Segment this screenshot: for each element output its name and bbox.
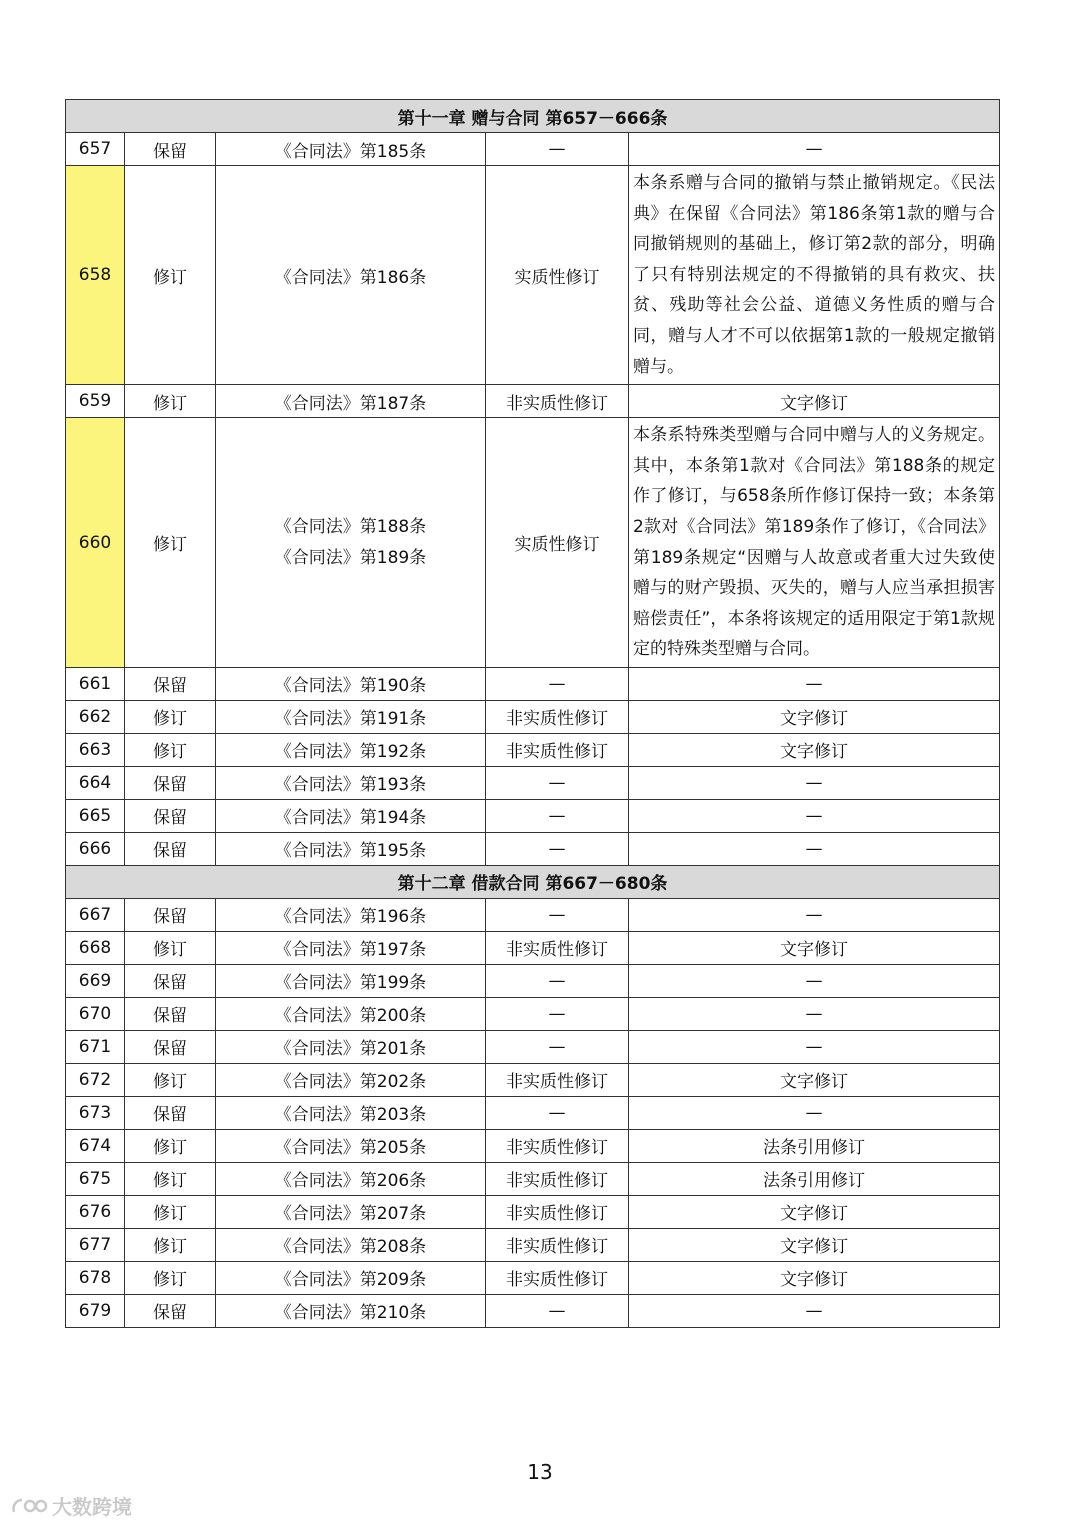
source-cell — [216, 385, 486, 418]
article-number: 663 — [66, 733, 125, 766]
table-row — [66, 964, 1000, 997]
note-cell: — — [629, 133, 1000, 166]
note-cell: 文字修订 — [629, 1195, 1000, 1228]
source-cell — [216, 733, 486, 766]
article-number: 657 — [66, 133, 125, 166]
source-cell — [216, 1063, 486, 1096]
chapter-header-row — [66, 865, 1000, 898]
status-cell: 修订 — [125, 1162, 216, 1195]
revision-type-cell: — — [486, 964, 629, 997]
source-reference: 《合同法》第200条 — [274, 1006, 427, 1027]
note-cell: 法条引用修订 — [629, 1162, 1000, 1195]
table-row — [66, 799, 1000, 832]
article-number: 674 — [66, 1129, 125, 1162]
source-reference: 《合同法》第210条 — [274, 1303, 427, 1324]
table-row — [66, 898, 1000, 931]
revision-type-cell: 实质性修订 — [486, 166, 629, 385]
status-cell: 保留 — [125, 1096, 216, 1129]
revision-type-cell: — — [486, 766, 629, 799]
source-cell — [216, 1030, 486, 1063]
source-cell — [216, 766, 486, 799]
table-row — [66, 1096, 1000, 1129]
watermark — [10, 1491, 132, 1520]
chapter-header-row — [66, 100, 1000, 133]
revision-type-cell: 非实质性修订 — [486, 1228, 629, 1261]
table-row — [66, 931, 1000, 964]
note-cell: 本条系特殊类型赠与合同中赠与人的义务规定。其中，本条第1款对《合同法》第188条的规定作了修订，与658条所作修订保持一致；本条第2款对《合同法》第189条作了修订，《合同法》第189条规定“因赠与人故意或者重大过失致使赠与的财产毁损、灭失的，赠与人应当承担损害赔偿责任”，本条将该规定的适用限定于第1款规定的特殊类型赠与合同。 — [629, 418, 1000, 668]
article-number: 677 — [66, 1228, 125, 1261]
status-cell: 修订 — [125, 1195, 216, 1228]
status-cell: 修订 — [125, 418, 216, 668]
status-cell: 保留 — [125, 766, 216, 799]
status-cell: 保留 — [125, 964, 216, 997]
status-cell: 保留 — [125, 832, 216, 865]
note-cell: 法条引用修订 — [629, 1129, 1000, 1162]
revision-type-cell: 非实质性修订 — [486, 700, 629, 733]
source-cell — [216, 166, 486, 385]
article-number: 665 — [66, 799, 125, 832]
revision-type-cell: — — [486, 898, 629, 931]
source-reference: 《合同法》第206条 — [274, 1171, 427, 1192]
revision-type-cell: — — [486, 1294, 629, 1327]
status-cell: 修订 — [125, 931, 216, 964]
source-reference: 《合同法》第191条 — [274, 709, 427, 730]
source-cell — [216, 1228, 486, 1261]
revision-type-cell: 非实质性修订 — [486, 385, 629, 418]
article-number: 658 — [66, 166, 125, 385]
status-cell: 修订 — [125, 166, 216, 385]
table-row — [66, 733, 1000, 766]
note-cell: 文字修订 — [629, 733, 1000, 766]
source-reference: 《合同法》第207条 — [274, 1204, 427, 1225]
page-number: 13 — [527, 1460, 553, 1484]
source-reference: 《合同法》第202条 — [274, 1072, 427, 1093]
note-cell: 文字修订 — [629, 1228, 1000, 1261]
source-reference: 《合同法》第187条 — [274, 393, 427, 414]
status-cell: 修订 — [125, 700, 216, 733]
status-cell: 修订 — [125, 385, 216, 418]
source-cell — [216, 1096, 486, 1129]
article-number: 673 — [66, 1096, 125, 1129]
source-reference: 《合同法》第195条 — [274, 841, 427, 862]
table-row — [66, 700, 1000, 733]
status-cell: 保留 — [125, 133, 216, 166]
status-cell: 修订 — [125, 733, 216, 766]
source-cell — [216, 667, 486, 700]
revision-type-cell: 非实质性修订 — [486, 733, 629, 766]
table-row — [66, 766, 1000, 799]
note-cell: 文字修订 — [629, 931, 1000, 964]
article-number: 670 — [66, 997, 125, 1030]
note-cell: — — [629, 1030, 1000, 1063]
status-cell: 保留 — [125, 997, 216, 1030]
revision-type-cell: — — [486, 667, 629, 700]
article-number: 667 — [66, 898, 125, 931]
note-cell: 文字修订 — [629, 700, 1000, 733]
source-cell — [216, 931, 486, 964]
note-cell: — — [629, 799, 1000, 832]
revision-type-cell: — — [486, 1030, 629, 1063]
source-reference: 《合同法》第201条 — [274, 1039, 427, 1060]
source-cell — [216, 1129, 486, 1162]
revision-type-cell: 非实质性修订 — [486, 1162, 629, 1195]
source-reference: 《合同法》第186条 — [274, 267, 427, 288]
note-cell: 本条系赠与合同的撤销与禁止撤销规定。《民法典》在保留《合同法》第186条第1款的赠与合同撤销规则的基础上，修订第2款的部分，明确了只有特别法规定的不得撤销的具有救灾、扶贫、残助等社会公益、道德义务性质的赠与合同，赠与人才不可以依据第1款的一般规定撤销赠与。 — [629, 166, 1000, 385]
table-row — [66, 1129, 1000, 1162]
source-reference: 《合同法》第189条 — [274, 547, 427, 568]
source-reference: 《合同法》第188条 — [274, 516, 427, 537]
chapter-title: 第十一章 赠与合同 第657－666条 — [66, 100, 1000, 133]
table-row — [66, 1162, 1000, 1195]
revision-type-cell: 非实质性修订 — [486, 1063, 629, 1096]
revision-type-cell: 实质性修订 — [486, 418, 629, 668]
source-cell — [216, 799, 486, 832]
source-reference: 《合同法》第203条 — [274, 1105, 427, 1126]
note-cell: — — [629, 832, 1000, 865]
source-cell — [216, 898, 486, 931]
table-row — [66, 997, 1000, 1030]
source-reference: 《合同法》第209条 — [274, 1270, 427, 1291]
article-number: 675 — [66, 1162, 125, 1195]
note-cell: — — [629, 898, 1000, 931]
status-cell: 保留 — [125, 1030, 216, 1063]
note-cell: 文字修订 — [629, 1063, 1000, 1096]
source-reference: 《合同法》第185条 — [274, 141, 427, 162]
revision-type-cell: — — [486, 799, 629, 832]
article-number: 660 — [66, 418, 125, 668]
article-number: 679 — [66, 1294, 125, 1327]
article-number: 672 — [66, 1063, 125, 1096]
revision-type-cell: 非实质性修订 — [486, 1195, 629, 1228]
source-reference: 《合同法》第196条 — [274, 907, 427, 928]
status-cell: 保留 — [125, 898, 216, 931]
revision-type-cell: 非实质性修订 — [486, 931, 629, 964]
chapter-title: 第十二章 借款合同 第667－680条 — [66, 865, 1000, 898]
source-cell — [216, 133, 486, 166]
table-row — [66, 1063, 1000, 1096]
table-row — [66, 385, 1000, 418]
article-number: 666 — [66, 832, 125, 865]
source-reference: 《合同法》第193条 — [274, 775, 427, 796]
note-cell: — — [629, 964, 1000, 997]
note-cell: — — [629, 667, 1000, 700]
source-reference: 《合同法》第194条 — [274, 808, 427, 829]
source-cell — [216, 1261, 486, 1294]
article-number: 669 — [66, 964, 125, 997]
status-cell: 修订 — [125, 1228, 216, 1261]
table-row — [66, 418, 1000, 668]
article-number: 662 — [66, 700, 125, 733]
table-row — [66, 1294, 1000, 1327]
article-number: 676 — [66, 1195, 125, 1228]
table-row — [66, 832, 1000, 865]
revision-type-cell: — — [486, 1096, 629, 1129]
table-row — [66, 1195, 1000, 1228]
table-row — [66, 166, 1000, 385]
source-cell — [216, 700, 486, 733]
watermark-logo-icon — [10, 1496, 48, 1516]
table-row — [66, 1261, 1000, 1294]
article-number: 659 — [66, 385, 125, 418]
source-cell — [216, 964, 486, 997]
table-row — [66, 1228, 1000, 1261]
revision-type-cell: 非实质性修订 — [486, 1261, 629, 1294]
status-cell: 修订 — [125, 1063, 216, 1096]
status-cell: 保留 — [125, 799, 216, 832]
source-reference: 《合同法》第199条 — [274, 973, 427, 994]
revision-type-cell: — — [486, 133, 629, 166]
source-reference: 《合同法》第192条 — [274, 742, 427, 763]
article-number: 668 — [66, 931, 125, 964]
status-cell: 修订 — [125, 1261, 216, 1294]
note-cell: 文字修订 — [629, 1261, 1000, 1294]
article-number: 661 — [66, 667, 125, 700]
table-row — [66, 667, 1000, 700]
note-cell: — — [629, 766, 1000, 799]
note-cell: 文字修订 — [629, 385, 1000, 418]
article-number: 671 — [66, 1030, 125, 1063]
source-cell — [216, 1294, 486, 1327]
source-cell — [216, 1195, 486, 1228]
status-cell: 修订 — [125, 1129, 216, 1162]
status-cell: 保留 — [125, 1294, 216, 1327]
note-cell: — — [629, 1096, 1000, 1129]
source-cell — [216, 418, 486, 668]
revision-type-cell: — — [486, 997, 629, 1030]
table-row — [66, 1030, 1000, 1063]
table-row — [66, 133, 1000, 166]
source-cell — [216, 832, 486, 865]
status-cell: 保留 — [125, 667, 216, 700]
revision-type-cell: 非实质性修订 — [486, 1129, 629, 1162]
source-cell — [216, 997, 486, 1030]
note-cell: — — [629, 1294, 1000, 1327]
source-reference: 《合同法》第208条 — [274, 1237, 427, 1258]
note-cell: — — [629, 997, 1000, 1030]
article-number: 664 — [66, 766, 125, 799]
source-reference: 《合同法》第197条 — [274, 940, 427, 961]
revision-table — [65, 99, 1000, 1328]
revision-type-cell: — — [486, 832, 629, 865]
source-reference: 《合同法》第205条 — [274, 1138, 427, 1159]
source-reference: 《合同法》第190条 — [274, 676, 427, 697]
source-cell — [216, 1162, 486, 1195]
article-number: 678 — [66, 1261, 125, 1294]
watermark-text: 大数跨境 — [52, 1495, 132, 1519]
